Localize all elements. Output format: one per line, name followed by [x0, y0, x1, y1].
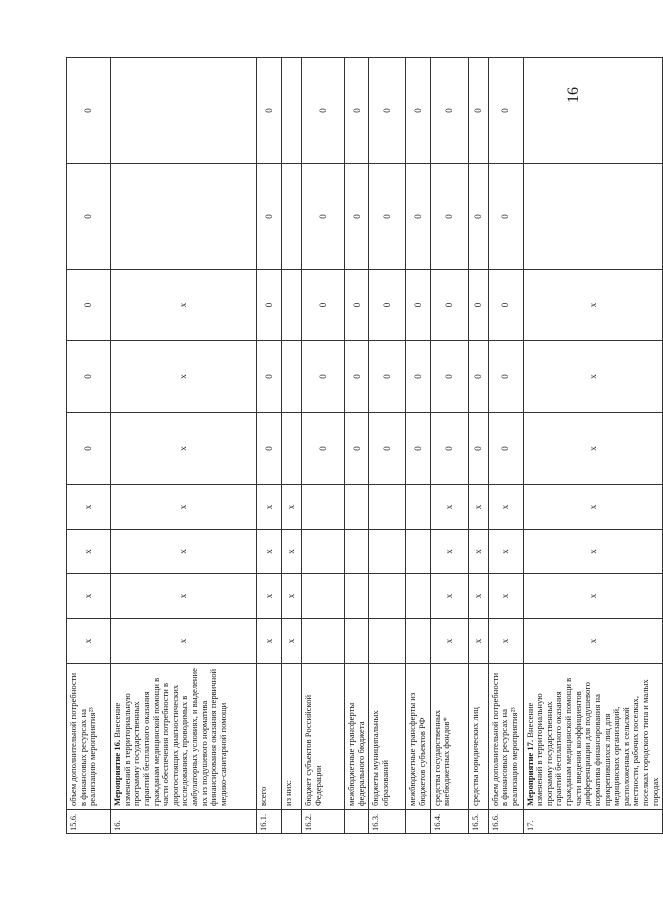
value-cell — [282, 413, 302, 485]
value-cell: 0 — [430, 58, 468, 164]
value-cell: 0 — [67, 270, 111, 341]
value-cell — [282, 341, 302, 413]
value-cell: 0 — [345, 413, 369, 485]
rotated-table-wrapper — [66, 58, 660, 834]
value-cell: x — [282, 530, 302, 574]
value-cell: 0 — [302, 164, 345, 270]
value-cell: x — [523, 270, 663, 341]
table-body — [67, 58, 663, 834]
value-cell: 0 — [302, 341, 345, 413]
row-number: 16.4. — [430, 810, 468, 834]
description-text: средства государственных внебюджетных фондов* — [431, 709, 452, 806]
table-row — [111, 58, 257, 834]
value-cell: x — [488, 530, 523, 574]
row-number: 15.6. — [67, 810, 111, 834]
value-cell: 0 — [302, 413, 345, 485]
value-cell: 0 — [257, 413, 282, 485]
value-cell: x — [282, 574, 302, 619]
row-description — [406, 664, 430, 810]
value-cell — [111, 164, 257, 270]
value-cell: 0 — [488, 270, 523, 341]
value-cell: 0 — [67, 58, 111, 164]
table-row — [345, 58, 369, 834]
value-cell: x — [111, 619, 257, 664]
value-cell — [345, 530, 369, 574]
value-cell: x — [468, 530, 488, 574]
table-row — [488, 58, 523, 834]
value-cell: x — [523, 574, 663, 619]
value-cell — [406, 485, 430, 530]
value-cell: 0 — [302, 270, 345, 341]
page-number: 16 — [565, 87, 582, 103]
value-cell: 0 — [406, 270, 430, 341]
value-cell: x — [430, 485, 468, 530]
value-cell: 0 — [406, 58, 430, 164]
value-cell: 0 — [257, 341, 282, 413]
value-cell — [282, 270, 302, 341]
value-cell: 0 — [488, 58, 523, 164]
value-cell: x — [67, 619, 111, 664]
value-cell: x — [468, 485, 488, 530]
table-row — [406, 58, 430, 834]
value-cell: 0 — [468, 58, 488, 164]
table-row — [369, 58, 406, 834]
value-cell: x — [111, 270, 257, 341]
value-cell: 0 — [345, 164, 369, 270]
value-cell: 0 — [468, 164, 488, 270]
value-cell: x — [67, 574, 111, 619]
row-description — [369, 664, 406, 810]
value-cell: 0 — [430, 413, 468, 485]
value-cell: 0 — [257, 58, 282, 164]
row-description — [111, 664, 257, 810]
row-number: 16. — [111, 810, 257, 834]
value-cell — [111, 58, 257, 164]
value-cell: 0 — [67, 341, 111, 413]
row-number — [345, 810, 369, 834]
description-text: объем дополнительной потребности в финансовых ресурсах на реализацию мероприятия²³ — [489, 672, 519, 806]
value-cell: 0 — [488, 341, 523, 413]
value-cell: x — [468, 574, 488, 619]
value-cell: 0 — [488, 413, 523, 485]
value-cell — [406, 530, 430, 574]
value-cell: x — [111, 530, 257, 574]
value-cell — [523, 164, 663, 270]
value-cell — [345, 619, 369, 664]
value-cell — [406, 574, 430, 619]
value-cell: 0 — [430, 270, 468, 341]
value-cell — [302, 485, 345, 530]
row-description — [488, 664, 523, 810]
value-cell: x — [488, 574, 523, 619]
table-row — [282, 58, 302, 834]
value-cell — [302, 530, 345, 574]
value-cell: 0 — [67, 413, 111, 485]
description-text: всего — [258, 786, 268, 806]
value-cell: 0 — [430, 341, 468, 413]
row-number: 17. — [523, 810, 663, 834]
row-description — [523, 664, 663, 810]
description-text: объем дополнительной потребности в финансовых ресурсах на реализацию мероприятия²³ — [68, 672, 98, 806]
value-cell: 0 — [369, 270, 406, 341]
row-description — [67, 664, 111, 810]
value-cell: x — [67, 485, 111, 530]
value-cell: x — [111, 341, 257, 413]
value-cell: x — [257, 619, 282, 664]
value-cell: x — [523, 485, 663, 530]
value-cell: 0 — [468, 413, 488, 485]
value-cell: 0 — [406, 341, 430, 413]
value-cell — [302, 574, 345, 619]
value-cell: 0 — [369, 341, 406, 413]
value-cell — [523, 58, 663, 164]
row-number — [406, 810, 430, 834]
row-description — [345, 664, 369, 810]
value-cell — [282, 58, 302, 164]
value-cell: 0 — [369, 164, 406, 270]
value-cell: 0 — [257, 270, 282, 341]
description-text: бюджет субъектов Российской Федерации — [303, 694, 323, 806]
value-cell — [406, 619, 430, 664]
value-cell: 0 — [369, 58, 406, 164]
value-cell: x — [111, 413, 257, 485]
value-cell: 0 — [345, 341, 369, 413]
row-description — [302, 664, 345, 810]
table-row — [67, 58, 111, 834]
row-description — [468, 664, 488, 810]
table-row — [302, 58, 345, 834]
value-cell — [369, 574, 406, 619]
table-row — [430, 58, 468, 834]
value-cell: 0 — [406, 164, 430, 270]
value-cell: x — [523, 530, 663, 574]
value-cell: 0 — [369, 413, 406, 485]
value-cell — [302, 619, 345, 664]
row-number — [282, 810, 302, 834]
value-cell: x — [257, 485, 282, 530]
value-cell: x — [523, 341, 663, 413]
value-cell: x — [430, 619, 468, 664]
row-number: 16.1. — [257, 810, 282, 834]
value-cell: x — [111, 485, 257, 530]
value-cell: x — [257, 574, 282, 619]
row-description — [282, 664, 302, 810]
value-cell: x — [488, 485, 523, 530]
description-text: бюджеты муниципальных образований — [370, 710, 390, 806]
value-cell: 0 — [257, 164, 282, 270]
row-description — [257, 664, 282, 810]
measure-title: Мероприятие 17. — [524, 739, 535, 806]
value-cell: 0 — [468, 341, 488, 413]
value-cell: x — [430, 574, 468, 619]
value-cell: x — [488, 619, 523, 664]
description-text: межбюджетные трансферты федерального бюджета — [346, 702, 366, 806]
description-text: межбюджетные трансферты из бюджетов субъектов РФ — [407, 692, 427, 806]
value-cell — [369, 530, 406, 574]
value-cell — [345, 485, 369, 530]
value-cell: x — [468, 619, 488, 664]
value-cell: x — [111, 574, 257, 619]
table-row — [468, 58, 488, 834]
value-cell: x — [67, 530, 111, 574]
value-cell: 0 — [302, 58, 345, 164]
value-cell — [369, 485, 406, 530]
row-number: 16.5. — [468, 810, 488, 834]
value-cell: 0 — [345, 270, 369, 341]
value-cell: 0 — [406, 413, 430, 485]
measure-title: Мероприятие 16. — [112, 739, 122, 806]
row-number: 16.6. — [488, 810, 523, 834]
table-row — [257, 58, 282, 834]
description-text: средства юридических лиц — [469, 707, 480, 806]
description-text: Внесение изменений в территориальную программу государственных гарантий бесплатного оказания гражданам медицинской помощи в части обеспечения потребности в дорогостоящих диагностических исследованиях, проводимых в амбулаторных условиях, и выделение их из подушевого норматива финансирования оказания первичной медико-санитарной помощи — [112, 668, 228, 806]
value-cell — [282, 164, 302, 270]
row-number: 16.3. — [369, 810, 406, 834]
table-row — [523, 58, 663, 834]
description-text: из них: — [283, 779, 293, 806]
value-cell: 0 — [67, 164, 111, 270]
value-cell: 0 — [468, 270, 488, 341]
row-description — [430, 664, 468, 810]
row-number: 16.2. — [302, 810, 345, 834]
description-text: Внесение изменений в территориальную программу государственных гарантий бесплатного оказания гражданам медицинской помощи в части введения коэффициентов дифференциации для подушевого норматива финансирования на прикрепившихся лиц для медицинских организаций, расположенных в сельской местности, рабочих поселках, поселках городского типа и малых городах — [524, 677, 660, 806]
financing-table — [66, 57, 663, 834]
value-cell: x — [523, 619, 663, 664]
value-cell: x — [430, 530, 468, 574]
value-cell: 0 — [488, 164, 523, 270]
value-cell — [369, 619, 406, 664]
value-cell: x — [523, 413, 663, 485]
value-cell: x — [282, 619, 302, 664]
value-cell — [345, 574, 369, 619]
value-cell: x — [282, 485, 302, 530]
value-cell: x — [257, 530, 282, 574]
value-cell: 0 — [345, 58, 369, 164]
value-cell: 0 — [430, 164, 468, 270]
